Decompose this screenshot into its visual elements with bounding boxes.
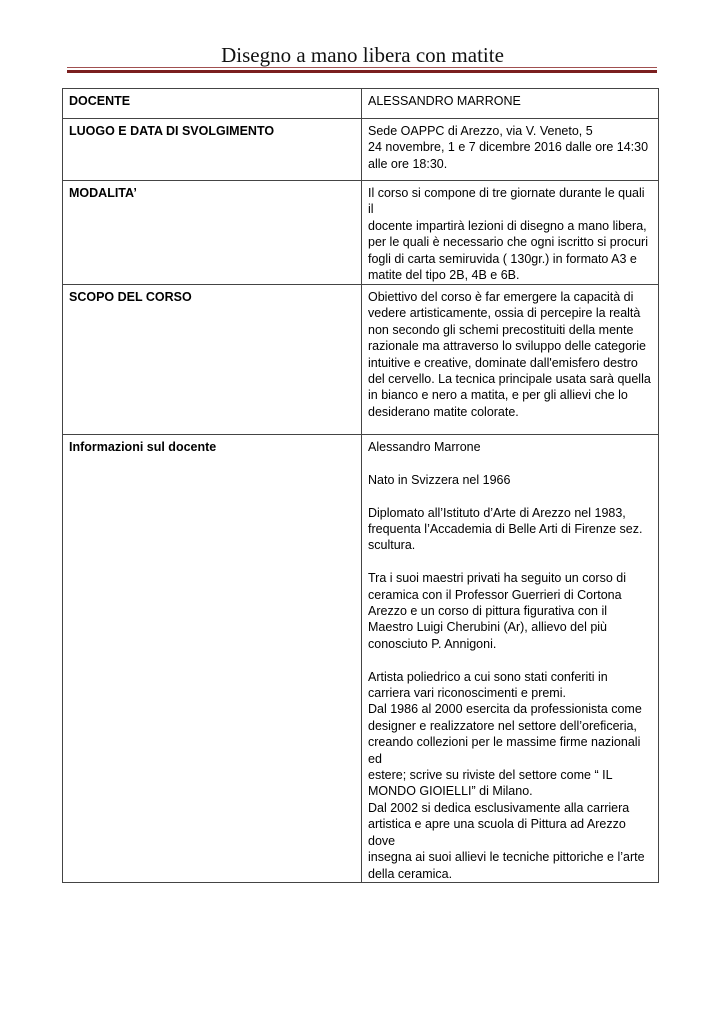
- table-row-informazioni-docente: [63, 435, 659, 883]
- course-info-table: [62, 88, 659, 883]
- value-paragraph: Artista poliedrico a cui sono stati conferiti in carriera vari riconoscimenti e premi. Dal 1986 al 2000 esercita da professionista come designer e realizzatore nel settore dell’oreficeria, creando collezioni per le massime firme nazionali ed estere; scrive su riviste del settore come “ IL MONDO GIOIELLI” di Milano. Dal 2002 si dedica esclusivamente alla carriera artistica e apre una scuola di Pittura ad Arezzo dove insegna ai suoi allievi le tecniche pittoriche e l’arte della ceramica.: [368, 669, 645, 881]
- value-paragraph: Tra i suoi maestri privati ha seguito un corso di ceramica con il Professor Guerrieri di Cortona Arezzo e un corso di pittura figurativa con il Maestro Luigi Cherubini (Ar), allievo del più conosciuto P. Annigoni.: [368, 571, 626, 651]
- value-paragraph: Alessandro Marrone: [368, 440, 481, 454]
- document-title: Disegno a mano libera con matite: [221, 43, 504, 67]
- row-value: [362, 285, 659, 435]
- row-label: MODALITA’: [63, 181, 362, 285]
- row-value: [362, 119, 659, 181]
- table-row-luogo-data: [63, 119, 659, 181]
- value-paragraph: Il corso si compone di tre giornate durante le quali il docente impartirà lezioni di disegno a mano libera, per le quali è necessario che ogni iscritto si procuri fogli di carta semiruvida ( 130gr.) in formato A3 e matite del tipo 2B, 4B e 6B.: [368, 186, 648, 283]
- table-row-scopo: [63, 285, 659, 435]
- value-paragraph: Sede OAPPC di Arezzo, via V. Veneto, 5 24 novembre, 1 e 7 dicembre 2016 dalle ore 14:30 alle ore 18:30.: [368, 124, 649, 171]
- value-paragraph: Diplomato all’Istituto d’Arte di Arezzo nel 1983, frequenta l’Accademia di Belle Arti di Firenze sez. scultura.: [368, 505, 643, 553]
- title-rule-thin: [67, 67, 657, 68]
- row-value: [362, 435, 659, 883]
- row-label: LUOGO E DATA DI SVOLGIMENTO: [63, 119, 362, 181]
- table-row-docente: [63, 89, 659, 119]
- title-rule-thick: [67, 70, 657, 73]
- value-paragraph: ALESSANDRO MARRONE: [368, 94, 521, 108]
- value-paragraph: Obiettivo del corso è far emergere la capacità di vedere artisticamente, ossia di percepire la realtà non secondo gli schemi precostituiti della mente razionale ma attraverso lo sviluppo delle categorie intuitive e creative, dominate dall'emisfero destro del cervello. La tecnica principale usata sarà quella in bianco e nero a matita, e per gli allievi che lo desiderano matite colorate.: [368, 290, 651, 419]
- row-label: DOCENTE: [63, 89, 362, 119]
- row-label: SCOPO DEL CORSO: [63, 285, 362, 435]
- row-label: Informazioni sul docente: [63, 435, 362, 883]
- value-paragraph: Nato in Svizzera nel 1966: [368, 472, 511, 487]
- row-value: [362, 181, 659, 285]
- table-row-modalita: [63, 181, 659, 285]
- row-value: [362, 89, 659, 119]
